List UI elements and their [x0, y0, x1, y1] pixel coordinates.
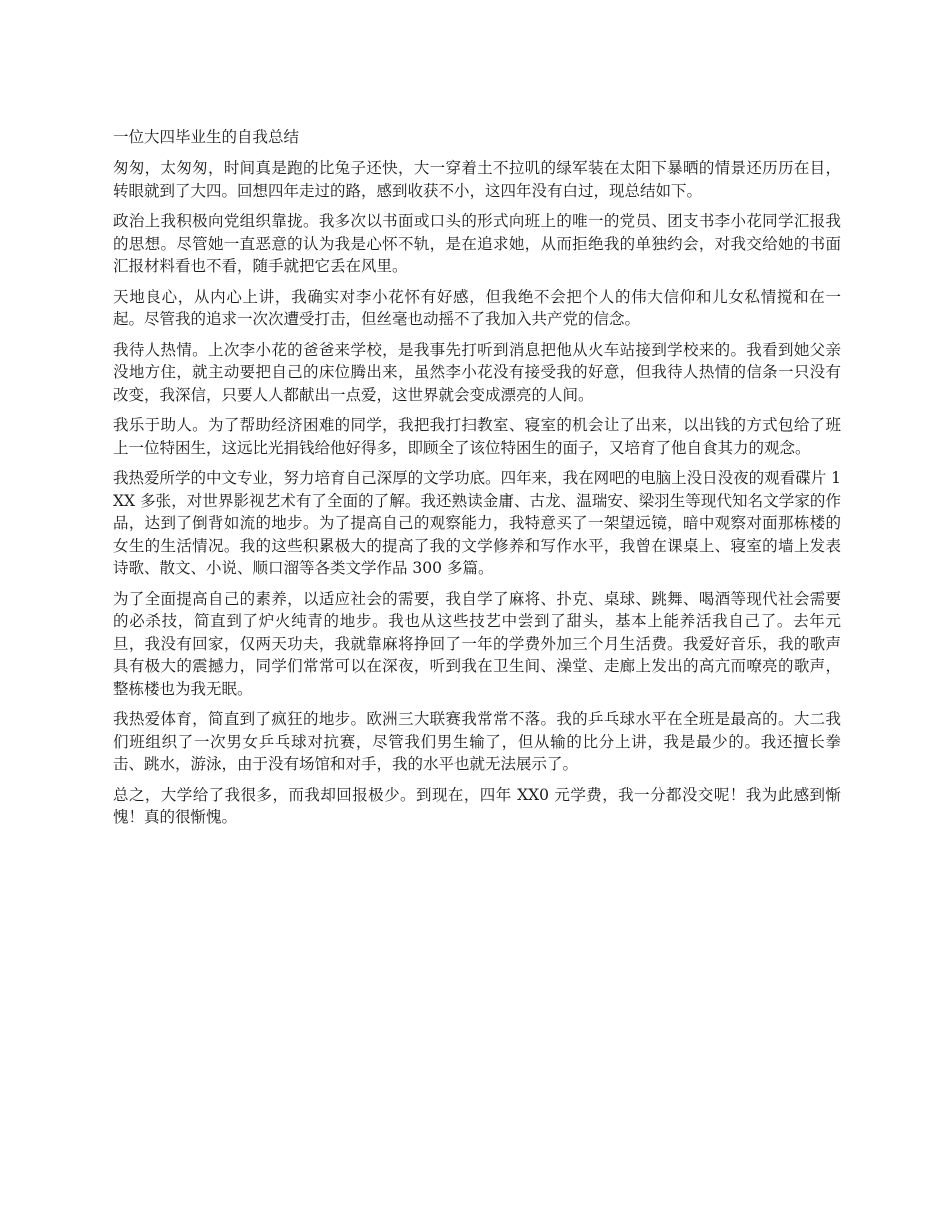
- document-page: [113, 126, 841, 837]
- paragraph-intro: 匆匆，太匆匆，时间真是跑的比兔子还快，大一穿着土不拉叽的绿军装在太阳下暴晒的情景还历历在目，转眼就到了大四。回想四年走过的路，感到收获不小，这四年没有白过，现总结如下。: [113, 159, 841, 200]
- paragraph-helping: 我乐于助人。为了帮助经济困难的同学，我把我打扫教室、寝室的机会让了出来，以出钱的方式包给了班上一位特困生，这远比光捐钱给他好得多，即顾全了该位特困生的面子，又培育了他自食其力的观念。: [113, 416, 841, 457]
- paragraph-skills: 为了全面提高自己的素养，以适应社会的需要，我自学了麻将、扑克、桌球、跳舞、喝酒等现代社会需要的必杀技，简直到了炉火纯青的地步。我也从这些技艺中尝到了甜头，基本上能养活我自己了。去年元旦，我没有回家，仅两天功夫，我就靠麻将挣回了一年的学费外加三个月生活费。我爱好音乐，我的歌声具有极大的震撼力，同学们常常可以在深夜，听到我在卫生间、澡堂、走廊上发出的高亢而嘹亮的歌声，整栋楼也为我无眠。: [113, 589, 841, 698]
- paragraph-sports: 我热爱体育，简直到了疯狂的地步。欧洲三大联赛我常常不落。我的乒乓球水平在全班是最高的。大二我们班组织了一次男女乒乓球对抗赛，尽管我们男生输了，但从输的比分上讲，我是最少的。我还擅长拳击、跳水，游泳，由于没有场馆和对手，我的水平也就无法展示了。: [113, 710, 841, 773]
- paragraph-hospitality: 我待人热情。上次李小花的爸爸来学校，是我事先打听到消息把他从火车站接到学校来的。我看到她父亲没地方住，就主动要把自己的床位腾出来，虽然李小花没有接受我的好意，但我待人热情的信条一只没有改变，我深信，只要人人都献出一点爱，这世界就会变成漂亮的人间。: [113, 340, 841, 404]
- document-title: 一位大四毕业生的自我总结: [113, 128, 300, 146]
- paragraph-literature: 我热爱所学的中文专业，努力培育自己深厚的文学功底。四年来，我在网吧的电脑上没日没夜的观看碟片 1XX 多张，对世界影视艺术有了全面的了解。我还熟读金庸、古龙、温瑞安、梁羽生等现代知名文学家的作品，达到了倒背如流的地步。为了提高自己的观察能力，我特意买了一架望远镜，暗中观察对面那栋楼的女生的生活情况。我的这些积累极大的提高了我的文学修养和写作水平，我曾在课桌上、寝室的墙上发表诗歌、散文、小说、顺口溜等各类文学作品 300 多篇。: [113, 469, 841, 577]
- paragraph-politics: 政治上我积极向党组织靠拢。我多次以书面或口头的形式向班上的唯一的党员、团支书李小花同学汇报我的思想。尽管她一直恶意的认为我是心怀不轨，是在追求她，从而拒绝我的单独约会，对我交给她的书面汇报材料看也不看，随手就把它丢在风里。: [113, 212, 841, 275]
- paragraph-conclusion: 总之，大学给了我很多，而我却回报极少。到现在，四年 XX0 元学费，我一分都没交呢！我为此感到惭愧！真的很惭愧。: [113, 785, 841, 826]
- paragraph-conscience: 天地良心，从内心上讲，我确实对李小花怀有好感，但我绝不会把个人的伟大信仰和儿女私情搅和在一起。尽管我的追求一次次遭受打击，但丝毫也动摇不了我加入共产党的信念。: [113, 287, 841, 328]
